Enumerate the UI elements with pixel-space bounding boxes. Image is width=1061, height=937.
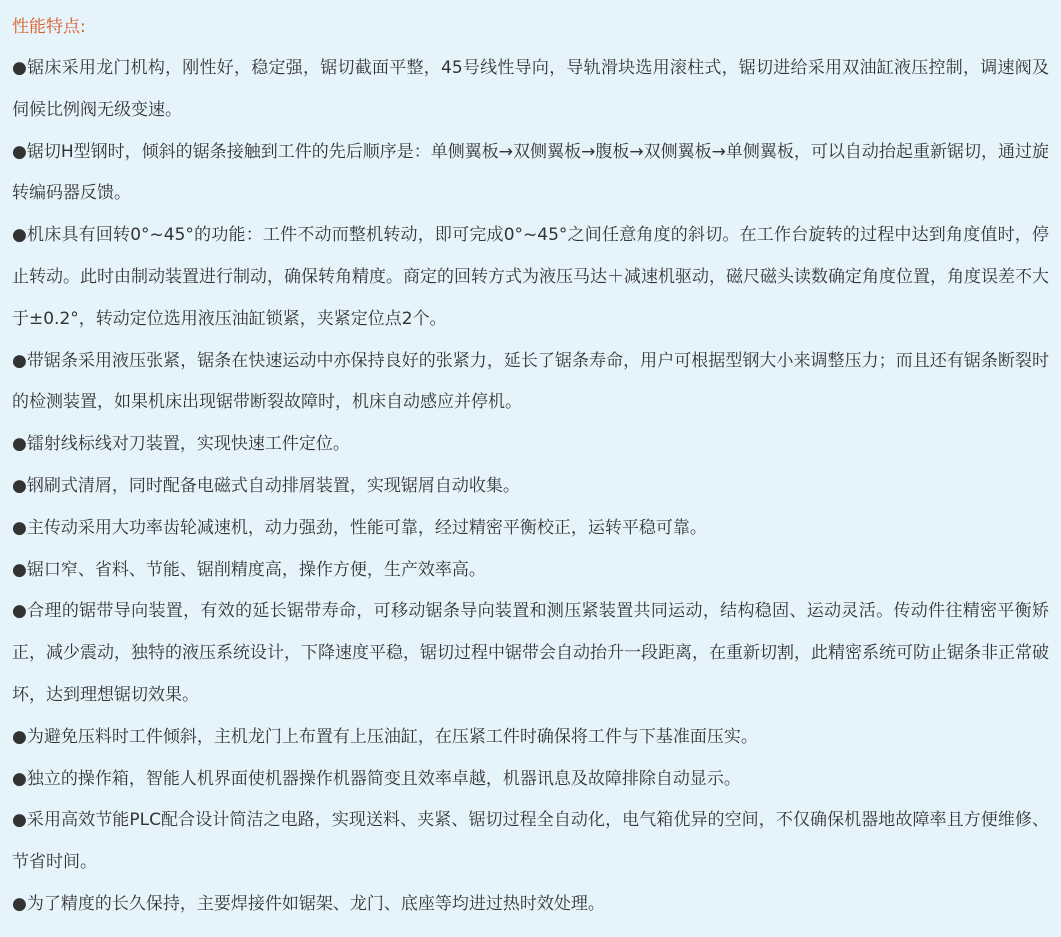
feature-item xyxy=(12,48,1049,132)
feature-text: 独立的操作箱，智能人机界面使机器操作机器简变且效率卓越，机器讯息及故障排除自动显示。 xyxy=(26,768,741,789)
feature-text: 钢刷式清屑，同时配备电磁式自动排屑装置，实现锯屑自动收集。 xyxy=(26,475,520,496)
feature-text: 带锯条采用液压张紧，锯条在快速运动中亦保持良好的张紧力，延长了锯条寿命，用户可根据型钢大小来调整压力；而且还有锯条断裂时的检测装置，如果机床出现锯带断裂故障时，机床自动感应并停机。 xyxy=(12,350,1049,413)
bullet-icon: ● xyxy=(12,768,27,789)
feature-text: 锯口窄、省料、节能、锯削精度高，操作方便，生产效率高。 xyxy=(26,559,486,580)
bullet-icon: ● xyxy=(12,58,28,78)
feature-item xyxy=(12,508,1049,550)
feature-item xyxy=(12,759,1049,801)
feature-item xyxy=(12,424,1049,466)
feature-text: 锯切H型钢时，倾斜的锯条接触到工件的先后顺序是：单侧翼板→双侧翼板→腹板→双侧翼板→单侧翼板，可以自动抬起重新锯切，通过旋转编码器反馈。 xyxy=(12,141,1049,204)
feature-item xyxy=(12,215,1049,340)
bullet-icon: ● xyxy=(12,726,27,747)
bullet-icon: ● xyxy=(12,350,27,371)
feature-item xyxy=(12,800,1049,884)
feature-item xyxy=(12,466,1049,508)
section-heading: 性能特点: xyxy=(12,17,86,37)
bullet-icon: ● xyxy=(12,893,27,914)
feature-item xyxy=(12,550,1049,592)
bullet-icon: ● xyxy=(12,434,27,455)
feature-text: 主传动采用大功率齿轮减速机，动力强劲，性能可靠，经过精密平衡校正，运转平稳可靠。 xyxy=(26,517,707,538)
feature-item xyxy=(12,341,1049,425)
bullet-icon: ● xyxy=(12,601,28,622)
feature-text: 采用高效节能PLC配合设计简洁之电路，实现送料、夹紧、锯切过程全自动化，电气箱优异的空间，不仅确保机器地故障率且方便维修、节省时间。 xyxy=(12,810,1049,873)
feature-item xyxy=(12,132,1049,216)
feature-list xyxy=(12,48,1049,926)
feature-item xyxy=(12,884,1049,926)
feature-item xyxy=(12,717,1049,759)
feature-text: 为避免压料时工件倾斜，主机龙门上布置有上压油缸，在压紧工件时确保将工件与下基准面压实。 xyxy=(26,726,758,747)
feature-text: 镭射线标线对刀装置，实现快速工件定位。 xyxy=(26,434,350,455)
feature-text: 合理的锯带导向装置，有效的延长锯带寿命，可移动锯条导向装置和测压紧装置共同运动，结构稳固、运动灵活。传动件往精密平衡矫正，减少震动，独特的液压系统设计，下降速度平稳，锯切过程中锯带会自动抬升一段距离，在重新切割，此精密系统可防止锯条非正常破坏，达到理想锯切效果。 xyxy=(12,601,1050,705)
bullet-icon: ● xyxy=(12,559,27,580)
feature-item xyxy=(12,591,1049,716)
bullet-icon: ● xyxy=(12,810,27,831)
bullet-icon: ● xyxy=(12,225,28,246)
bullet-icon: ● xyxy=(12,517,27,538)
feature-text: 为了精度的长久保持，主要焊接件如锯架、龙门、底座等均进过热时效处理。 xyxy=(26,893,605,914)
bullet-icon: ● xyxy=(12,141,27,162)
feature-text: 机床具有回转0°~45°的功能：工件不动而整机转动，即可完成0°~45°之间任意角度的斜切。在工作台旋转的过程中达到角度值时，停止转动。此时由制动装置进行制动，确保转角精度。商定的回转方式为液压马达＋减速机驱动，磁尺磁头读数确定角度位置，角度误差不大于±0.2°，转动定位选用液压油缸锁紧，夹紧定位点2个。 xyxy=(12,225,1049,329)
feature-text: 锯床采用龙门机构，刚性好，稳定强，锯切截面平整，45号线性导向，导轨滑块选用滚柱式，锯切进给采用双油缸液压控制，调速阀及伺候比例阀无级变速。 xyxy=(12,58,1049,120)
bullet-icon: ● xyxy=(12,475,27,496)
